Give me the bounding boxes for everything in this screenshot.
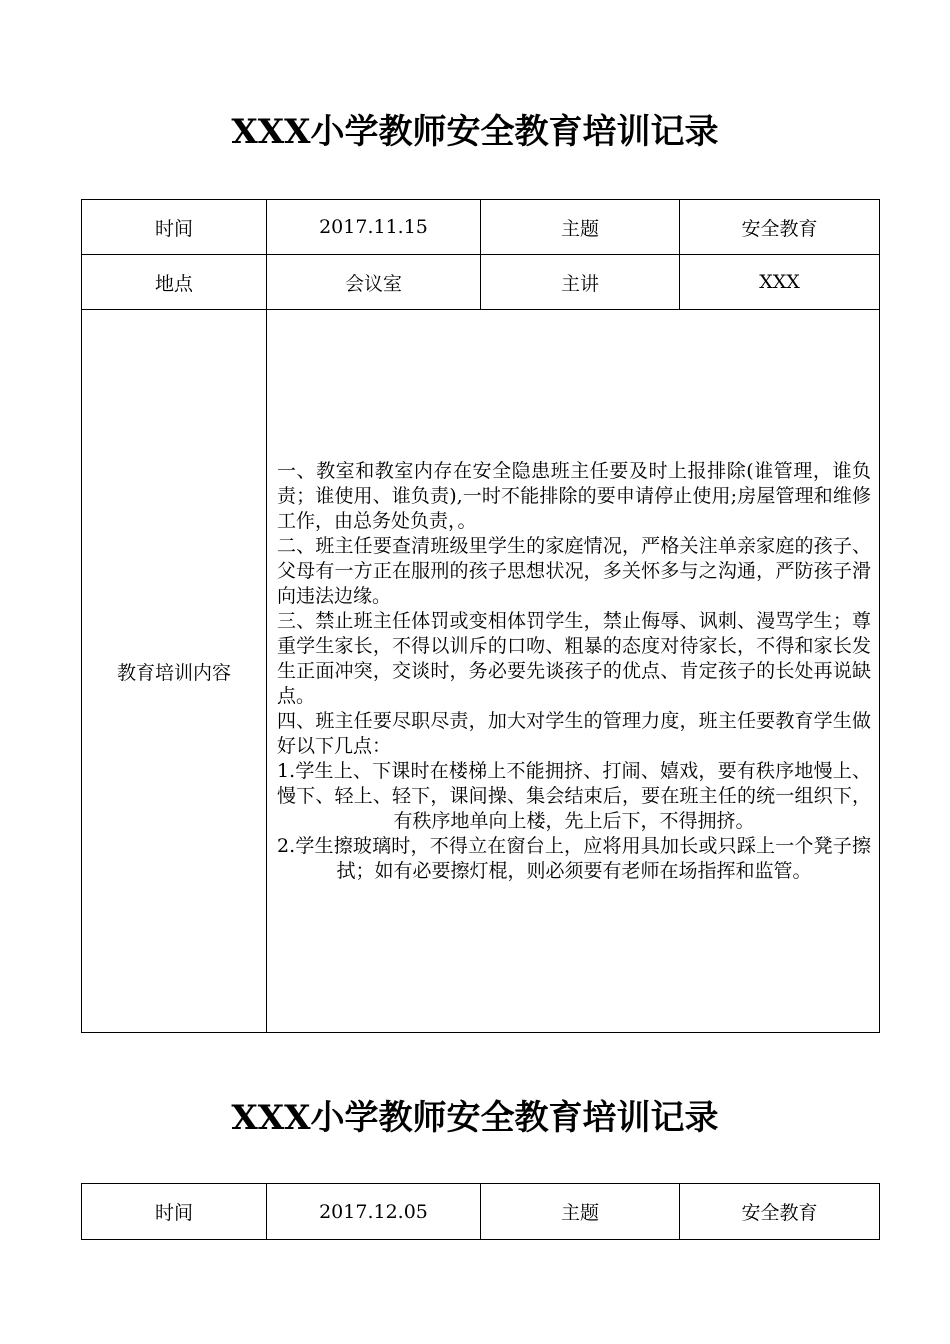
content-paragraph: 2.学生擦玻璃时，不得立在窗台上，应将用具加长或只踩上一个凳子擦拭；如有必要擦灯棍，则必须要有老师在场指挥和监管。 — [277, 834, 871, 882]
time-label: 时间 — [82, 200, 267, 255]
record-title: XXX小学教师安全教育培训记录 — [231, 1098, 719, 1138]
table-row — [82, 1184, 880, 1240]
topic-value: 安全教育 — [680, 1184, 880, 1240]
content-paragraph: 一、教室和教室内存在安全隐患班主任要及时上报排除(谁管理，谁负责；谁使用、谁负责),一时不能排除的要申请停止使用;房屋管理和维修工作，由总务处负责，。 — [277, 459, 871, 532]
speaker-label: 主讲 — [481, 255, 680, 310]
training-content — [267, 459, 879, 884]
training-record-table — [81, 1183, 880, 1240]
content-paragraph: 三、禁止班主任体罚或变相体罚学生，禁止侮辱、讽刺、漫骂学生；尊重学生家长，不得以训斥的口吻、粗暴的态度对待家长，不得和家长发生正面冲突，交谈时，务必要先谈孩子的优点、肯定孩子的长处再说缺点。 — [277, 609, 871, 707]
record-title: XXX小学教师安全教育培训记录 — [231, 112, 719, 152]
topic-label: 主题 — [481, 200, 680, 255]
content-paragraph: 二、班主任要查清班级里学生的家庭情况，严格关注单亲家庭的孩子、父母有一方正在服刑的孩子思想状况，多关怀多与之沟通，严防孩子滑向违法边缘。 — [277, 534, 871, 607]
content-paragraph: 四、班主任要尽职尽责，加大对学生的管理力度，班主任要教育学生做好以下几点： — [277, 709, 871, 757]
training-record-table — [81, 199, 880, 1033]
place-value: 会议室 — [267, 255, 481, 310]
content-cell — [267, 310, 880, 1033]
content-label: 教育培训内容 — [82, 310, 267, 1033]
topic-value: 安全教育 — [680, 200, 880, 255]
time-value: 2017.11.15 — [267, 200, 481, 255]
table-row — [82, 200, 880, 255]
time-value: 2017.12.05 — [267, 1184, 481, 1240]
place-label: 地点 — [82, 255, 267, 310]
topic-label: 主题 — [481, 1184, 680, 1240]
table-row — [82, 255, 880, 310]
speaker-value: XXX — [680, 255, 880, 310]
table-row — [82, 310, 880, 1033]
content-paragraph: 1.学生上、下课时在楼梯上不能拥挤、打闹、嬉戏，要有秩序地慢上、慢下、轻上、轻下，课间操、集会结束后，要在班主任的统一组织下，有秩序地单向上楼，先上后下，不得拥挤。 — [277, 759, 871, 832]
time-label: 时间 — [82, 1184, 267, 1240]
